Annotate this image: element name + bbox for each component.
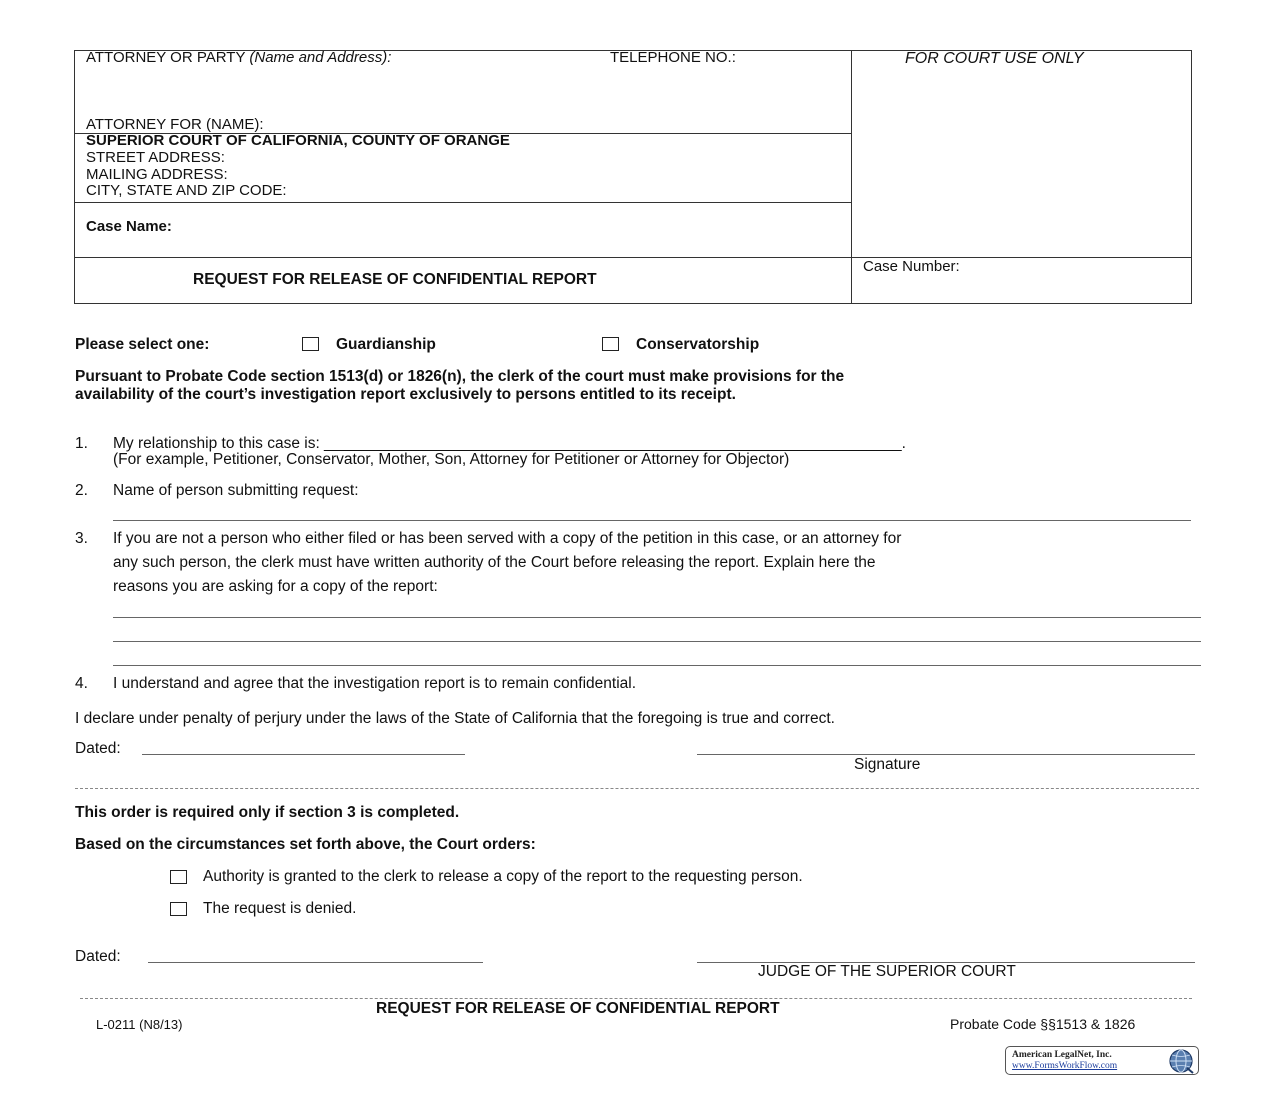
case-number-label: Case Number: bbox=[863, 258, 960, 275]
item-2-label: Name of person submitting request: bbox=[113, 482, 359, 499]
item-3-line-3: reasons you are asking for a copy of the report: bbox=[113, 578, 438, 595]
attorney-for-label: ATTORNEY FOR (NAME): bbox=[86, 116, 264, 133]
granted-label: Authority is granted to the clerk to release a copy of the report to the requesting person. bbox=[203, 868, 803, 885]
guardianship-checkbox[interactable] bbox=[302, 337, 319, 351]
order-dated-line[interactable] bbox=[148, 962, 483, 963]
requester-name-line[interactable] bbox=[113, 520, 1191, 521]
item-4-text: I understand and agree that the investigation report is to remain confidential. bbox=[113, 675, 637, 692]
form-title: REQUEST FOR RELEASE OF CONFIDENTIAL REPORT bbox=[193, 271, 597, 288]
reasons-line-3[interactable] bbox=[113, 665, 1201, 666]
attorney-party-label: ATTORNEY OR PARTY (Name and Address): bbox=[86, 49, 392, 66]
declaration-text: I declare under penalty of perjury under the laws of the State of California that the foregoing is true and correct. bbox=[75, 710, 835, 727]
logo-url[interactable]: www.FormsWorkFlow.com bbox=[1012, 1061, 1118, 1071]
probate-code: Probate Code §§1513 & 1826 bbox=[950, 1016, 1136, 1032]
intro-line-2: availability of the court’s investigation report exclusively to persons entitled to its receipt. bbox=[75, 386, 736, 403]
court-use-label: FOR COURT USE ONLY bbox=[905, 50, 1084, 67]
dated-label: Dated: bbox=[75, 740, 121, 757]
conservatorship-label: Conservatorship bbox=[636, 336, 760, 353]
item-2-number: 2. bbox=[75, 482, 88, 499]
denied-label: The request is denied. bbox=[203, 900, 357, 917]
caption-divider bbox=[851, 50, 852, 304]
globe-icon bbox=[1167, 1048, 1195, 1074]
relationship-field[interactable]: My relationship to this case is: ___________________________________________________________________. bbox=[113, 435, 906, 452]
item-4-number: 4. bbox=[75, 675, 88, 692]
footer-divider bbox=[80, 998, 1192, 999]
select-prompt: Please select one: bbox=[75, 336, 210, 353]
conservatorship-checkbox[interactable] bbox=[602, 337, 619, 351]
order-dated-label: Dated: bbox=[75, 948, 121, 965]
intro-line-1: Pursuant to Probate Code section 1513(d) or 1826(n), the clerk of the court must make provisions for the bbox=[75, 368, 845, 385]
mailing-address-label: MAILING ADDRESS: bbox=[86, 166, 228, 183]
telephone-label: TELEPHONE NO.: bbox=[610, 49, 736, 66]
section-divider bbox=[75, 788, 1199, 789]
relationship-example: (For example, Petitioner, Conservator, Mother, Son, Attorney for Petitioner or Attorney for Objector) bbox=[113, 451, 790, 468]
dated-line[interactable] bbox=[142, 754, 465, 755]
denied-checkbox[interactable] bbox=[170, 902, 187, 916]
item-3-line-1: If you are not a person who either filed or has been served with a copy of the petition in this case, or an attorney for bbox=[113, 530, 902, 547]
signature-label: Signature bbox=[854, 756, 921, 773]
street-address-label: STREET ADDRESS: bbox=[86, 149, 225, 166]
item-3-line-2: any such person, the clerk must have written authority of the Court before releasing the report. Explain here the bbox=[113, 554, 876, 571]
reasons-line-1[interactable] bbox=[113, 617, 1201, 618]
granted-checkbox[interactable] bbox=[170, 870, 187, 884]
guardianship-label: Guardianship bbox=[336, 336, 436, 353]
footer-title: REQUEST FOR RELEASE OF CONFIDENTIAL REPORT bbox=[376, 1000, 780, 1017]
court-name: SUPERIOR COURT OF CALIFORNIA, COUNTY OF ORANGE bbox=[86, 132, 510, 149]
city-state-zip-label: CITY, STATE AND ZIP CODE: bbox=[86, 182, 287, 199]
reasons-line-2[interactable] bbox=[113, 641, 1201, 642]
order-required-note: This order is required only if section 3 is completed. bbox=[75, 804, 460, 821]
caption-box bbox=[74, 50, 1192, 304]
case-name-label: Case Name: bbox=[86, 218, 172, 235]
form-code: L-0211 (N8/13) bbox=[96, 1017, 183, 1032]
american-legalnet-logo[interactable] bbox=[1005, 1046, 1199, 1075]
court-orders-label: Based on the circumstances set forth above, the Court orders: bbox=[75, 836, 536, 853]
caption-rule-3 bbox=[74, 257, 1192, 258]
logo-company: American LegalNet, Inc. bbox=[1012, 1050, 1112, 1060]
item-3-number: 3. bbox=[75, 530, 88, 547]
caption-rule-2 bbox=[74, 202, 851, 203]
item-1-number: 1. bbox=[75, 435, 88, 452]
signature-line[interactable] bbox=[697, 754, 1195, 755]
judge-label: JUDGE OF THE SUPERIOR COURT bbox=[758, 963, 1016, 980]
